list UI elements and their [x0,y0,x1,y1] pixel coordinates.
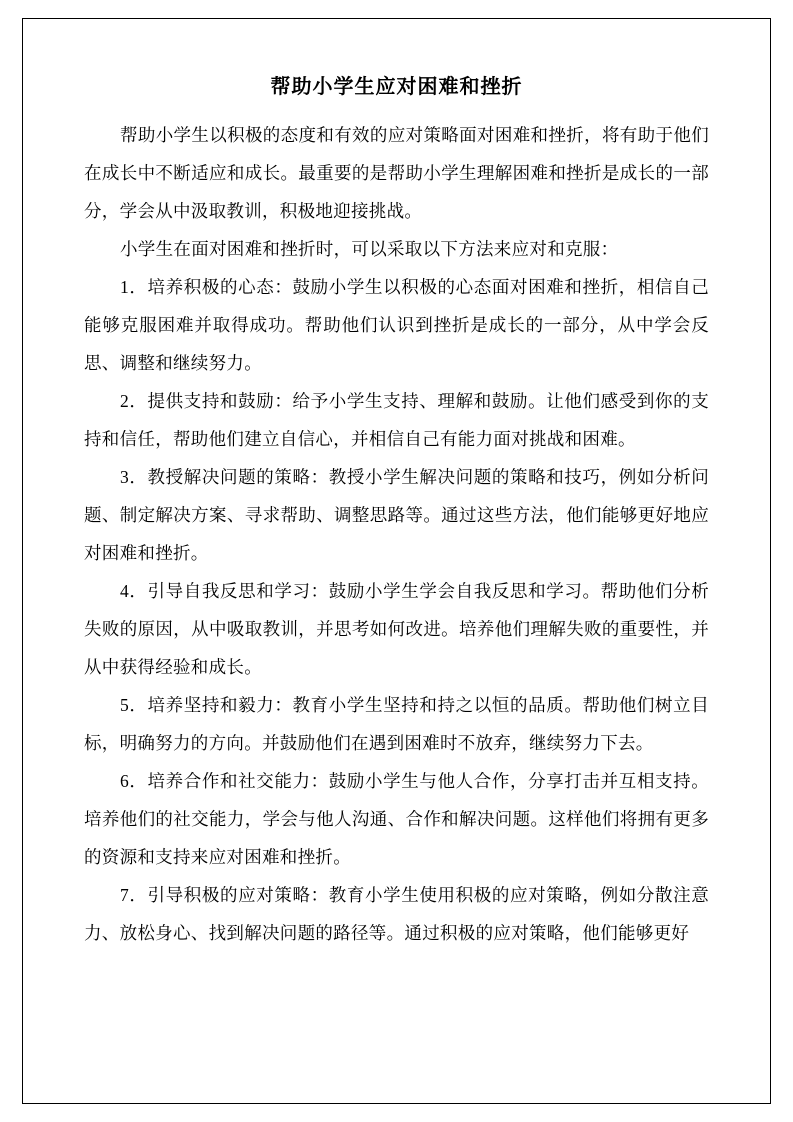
document-content [84,72,709,952]
paragraph-intro: 帮助小学生以积极的态度和有效的应对策略面对困难和挫折，将有助于他们在成长中不断适应和成长。最重要的是帮助小学生理解困难和挫折是成长的一部分，学会从中汲取教训，积极地迎接挑战。 [84,125,709,221]
list-item: 3．教授解决问题的策略：教授小学生解决问题的策略和技巧，例如分析问题、制定解决方案、寻求帮助、调整思路等。通过这些方法，他们能够更好地应对困难和挫折。 [84,467,709,563]
list-item: 1．培养积极的心态：鼓励小学生以积极的心态面对困难和挫折，相信自己能够克服困难并取得成功。帮助他们认识到挫折是成长的一部分，从中学会反思、调整和继续努力。 [84,277,709,373]
list-item: 4．引导自我反思和学习：鼓励小学生学会自我反思和学习。帮助他们分析失败的原因，从中吸取教训，并思考如何改进。培养他们理解失败的重要性，并从中获得经验和成长。 [84,581,709,677]
list-item: 6．培养合作和社交能力：鼓励小学生与他人合作，分享打击并互相支持。培养他们的社交能力，学会与他人沟通、合作和解决问题。这样他们将拥有更多的资源和支持来应对困难和挫折。 [84,771,709,867]
page-title: 帮助小学生应对困难和挫折 [270,76,523,98]
list-item: 7．引导积极的应对策略：教育小学生使用积极的应对策略，例如分散注意力、放松身心、找到解决问题的路径等。通过积极的应对策略，他们能够更好 [84,885,709,943]
paragraph-lead-in: 小学生在面对困难和挫折时，可以采取以下方法来应对和克服： [120,239,619,259]
list-item: 2．提供支持和鼓励：给予小学生支持、理解和鼓励。让他们感受到你的支持和信任，帮助他们建立自信心，并相信自己有能力面对挑战和困难。 [84,391,709,449]
list-item: 5．培养坚持和毅力：教育小学生坚持和持之以恒的品质。帮助他们树立目标，明确努力的方向。并鼓励他们在遇到困难时不放弃，继续努力下去。 [84,695,709,753]
